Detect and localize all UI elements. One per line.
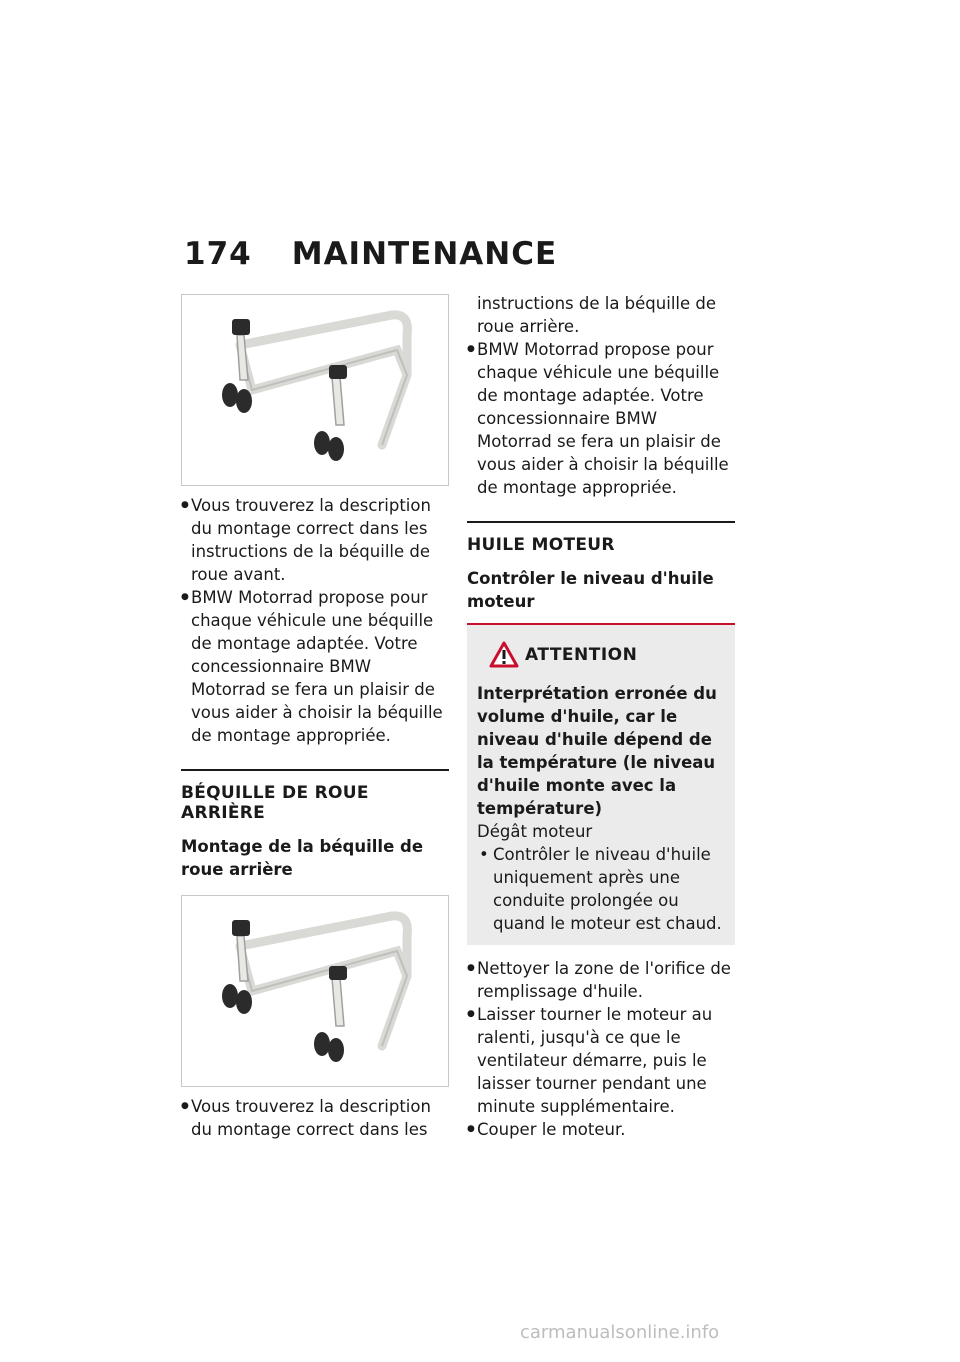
attention-action-list — [477, 843, 725, 935]
rear-wheel-stand-illustration-2 — [182, 896, 448, 1086]
continued-text: instructions de la béquille de roue arrière. — [477, 294, 717, 336]
list-item: ● BMW Motorrad propose pour chaque véhicule une béquille de montage adaptée. Votre concessionnaire BMW Motorrad se fera un plaisir de vous aider à choisir la béquille de montage appropriée. — [181, 586, 449, 747]
chapter-title: MAINTENANCE — [291, 236, 558, 272]
left-column — [181, 294, 449, 1141]
list-item: ● Laisser tourner le moteur au ralenti, jusqu'à ce que le ventilateur démarre, puis le laisser tourner pendant une minute supplémentaire. — [467, 1003, 735, 1118]
figure2-bullet-list — [181, 1095, 449, 1141]
right-top-bullet-list — [467, 338, 735, 499]
page-header — [184, 236, 557, 272]
rear-wheel-stand-illustration-1 — [182, 295, 448, 485]
warning-triangle-icon — [489, 641, 519, 668]
attention-body — [477, 682, 725, 935]
list-item: ● Vous trouverez la description du montage correct dans les — [181, 1095, 449, 1141]
subsection-title-check-oil: Contrôler le niveau d'huile moteur — [467, 569, 714, 611]
right-column — [467, 292, 735, 1141]
attention-header — [489, 641, 725, 668]
page-number: 174 — [184, 236, 252, 272]
section-divider — [181, 769, 449, 771]
right-bottom-bullet-list — [467, 957, 735, 1141]
attention-label: ATTENTION — [525, 644, 638, 665]
section-title-rear-stand: BÉQUILLE DE ROUE ARRIÈRE — [181, 783, 369, 823]
watermark: carmanualsonline.info — [520, 1322, 720, 1343]
figure1-bullet-list — [181, 494, 449, 747]
attention-cause: Interprétation erronée du volume d'huile, car le niveau d'huile dépend de la température (le niveau d'huile monte avec la température) — [477, 684, 717, 818]
list-item: ● Couper le moteur. — [467, 1118, 735, 1141]
section-title-engine-oil: HUILE MOTEUR — [467, 535, 615, 555]
attention-consequence: Dégât moteur — [477, 822, 593, 841]
list-item: ● BMW Motorrad propose pour chaque véhicule une béquille de montage adaptée. Votre concessionnaire BMW Motorrad se fera un plaisir de vous aider à choisir la béquille de montage appropriée. — [467, 338, 735, 499]
attention-box — [467, 623, 735, 945]
section-divider — [467, 521, 735, 523]
subsection-title-rear-stand: Montage de la béquille de roue arrière — [181, 837, 424, 879]
list-item: • Contrôler le niveau d'huile uniquement après une conduite prolongée ou quand le moteur est chaud. — [477, 843, 725, 935]
list-item: ● Vous trouverez la description du montage correct dans les instructions de la béquille de roue avant. — [181, 494, 449, 586]
rear-stand-figure — [181, 895, 449, 1087]
front-stand-figure — [181, 294, 449, 486]
list-item: ● Nettoyer la zone de l'orifice de remplissage d'huile. — [467, 957, 735, 1003]
